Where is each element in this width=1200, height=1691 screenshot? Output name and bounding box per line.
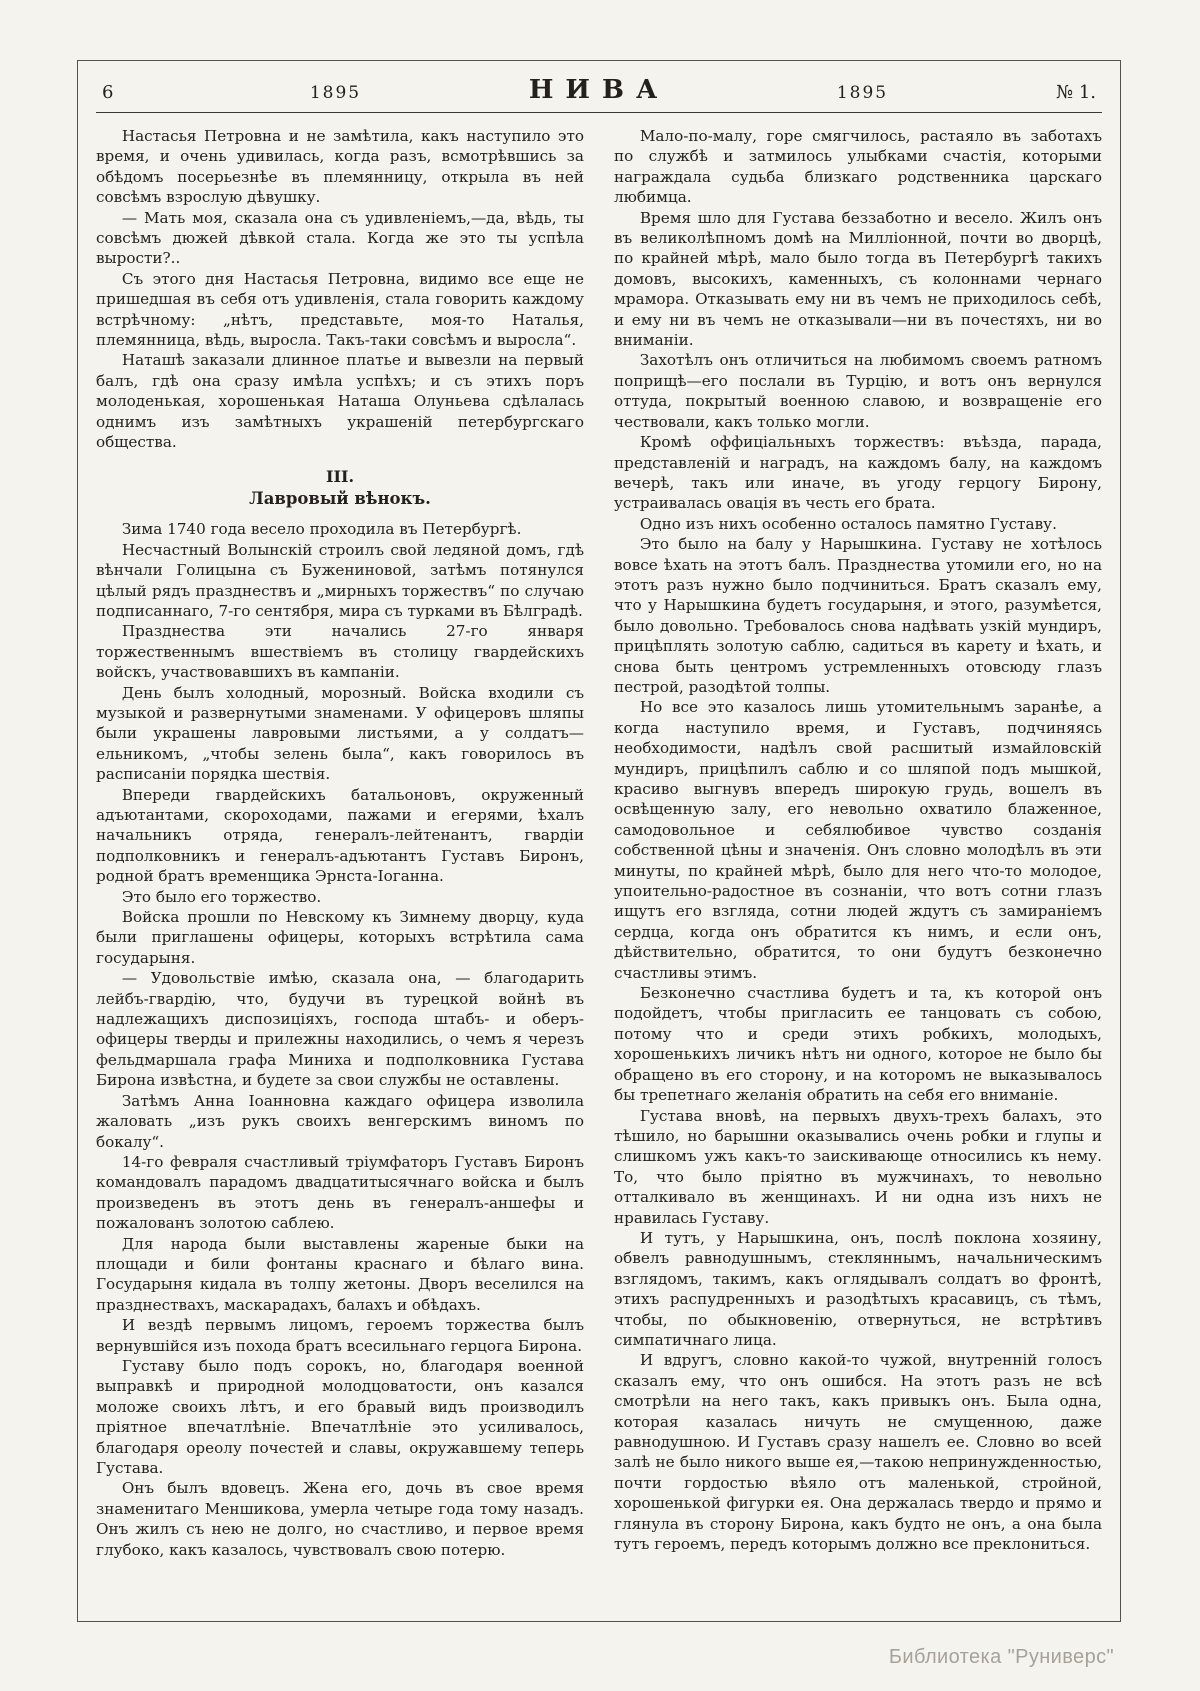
paragraph: Это было на балу у Нарышкина. Густаву не хотѣлось вовсе ѣхать на этотъ балъ. Празднества утомили его, но на этотъ разъ нужно было подчиниться. Братъ сказалъ ему, что у Нарышкина будетъ государыня, и этого, разумѣется, было довольно. Требовалось снова надѣвать узкій мундиръ, прицѣплять золотую саблю, садиться въ карету и ѣхать, и снова быть центромъ устремленныхъ отовсюду глазъ пестрой, разодѣтой толпы.	[614, 535, 1102, 696]
paragraph: И вездѣ первымъ лицомъ, героемъ торжества былъ вернувшійся изъ похода братъ всесильнаго герцога Бирона.	[96, 1316, 584, 1355]
paragraph: Но все это казалось лишь утомительнымъ заранѣе, а когда наступило время, и Густавъ, подчиняясь необходимости, надѣлъ свой расшитый измайловскій мундиръ, прицѣпилъ саблю и со шляпой подъ мышкой, красиво выгнувъ впередъ широкую грудь, вошелъ въ освѣщенную залу, его невольно охватило блаженное, самодовольное и себялюбивое чувство созданія собственной цѣны и значенія. Онъ словно молодѣлъ въ эти минуты, по крайней мѣрѣ, было для него что-то молодое, упоительно-радостное въ сознаніи, что вотъ сотни глазъ ищутъ его взгляда, сотни людей ждутъ съ замираніемъ сердца, когда онъ обратится къ нимъ, и если онъ, дѣйствительно, обратится, то они будутъ безконечно счастливы этимъ.	[614, 698, 1102, 982]
page-number: 6	[102, 82, 114, 103]
year-left: 1895	[309, 83, 362, 103]
paragraph: Захотѣлъ онъ отличиться на любимомъ своемъ ратномъ поприщѣ—его послали въ Турцію, и вотъ онъ вернулся оттуда, покрытый военною славою, и возвращеніе его чествовали, какъ только могли.	[614, 351, 1102, 431]
paragraph: Мало-по-малу, горе смягчилось, растаяло въ заботахъ по службѣ и затмилось улыбками счастія, которыми награждала судьба близкаго родственника царскаго любимца.	[614, 127, 1102, 207]
paragraph: Затѣмъ Анна Іоанновна каждаго офицера изволила жаловать „изъ рукъ своихъ венгерскимъ виномъ по бокалу“.	[96, 1091, 584, 1151]
masthead-title: НИВА	[528, 75, 670, 105]
paragraph: И тутъ, у Нарышкина, онъ, послѣ поклона хозяину, обвелъ равнодушнымъ, стекляннымъ, начальническимъ взглядомъ, такимъ, какъ оглядывалъ солдатъ во фронтѣ, этихъ распудренныхъ и разодѣтыхъ красавицъ, съ тѣмъ, чтобы, по обыкновенію, отвернуться, не встрѣтивъ симпатичнаго лица.	[614, 1228, 1102, 1349]
paragraph: Для народа были выставлены жареные быки на площади и били фонтаны краснаго и бѣлаго вина. Государыня кидала въ толпу жетоны. Дворъ веселился на празднествахъ, маскарадахъ, балахъ и обѣдахъ.	[96, 1234, 584, 1314]
paragraph: Безконечно счастлива будетъ и та, къ которой онъ подойдетъ, чтобы пригласить ее танцовать съ собою, потому что и среди этихъ робкихъ, молодыхъ, хорошенькихъ личикъ нѣтъ ни одного, которое не было бы обращено въ его сторону, и на которомъ не выказывалось бы трепетнаго желанія обратить на себя его вниманіе.	[614, 984, 1102, 1105]
paragraph: Настасья Петровна и не замѣтила, какъ наступило это время, и очень удивилась, когда разъ, всмотрѣвшись за обѣдомъ посерьезнѣе въ племянницу, открыла въ ней совсѣмъ взрослую дѣвушку.	[96, 127, 584, 207]
paragraph: Празднества эти начались 27-го января торжественнымъ вшествіемъ въ столицу гвардейскихъ войскъ, участвовавшихъ въ кампаніи.	[96, 622, 584, 682]
right-column	[614, 126, 1102, 1560]
paragraph: И вдругъ, словно какой-то чужой, внутренній голосъ сказалъ ему, что онъ ошибся. На этотъ разъ не всѣ смотрѣли на него такъ, какъ привыкъ онъ. Была одна, которая казалась ничуть не смущенною, даже равнодушною. И Густавъ сразу нашелъ ее. Словно во всей залѣ не было никого выше ея,—такою непринужденностью, почти гордостью вѣяло отъ маленькой, стройной, хорошенькой фигурки ея. Она держалась твердо и прямо и глянула въ сторону Бирона, какъ будто не онъ, а она была тутъ героемъ, передъ которымъ должно все преклониться.	[614, 1351, 1102, 1554]
paragraph: День былъ холодный, морозный. Войска входили съ музыкой и развернутыми знаменами. У офицеровъ шляпы были украшены лавровыми листьями, а у солдатъ—ельникомъ, „чтобы зелень была“, какъ говорилось въ расписаніи порядка шествія.	[96, 683, 584, 784]
year-right: 1895	[836, 83, 889, 103]
paragraph: — Удовольствіе имѣю, сказала она, — благодарить лейбъ-гвардію, что, будучи въ турецкой войнѣ въ надлежащихъ диспозиціяхъ, господа штабъ- и оберъ-офицеры тверды и прилежны находились, о чемъ я черезъ фельдмаршала графа Миниха и подполковника Густава Бирона извѣстна, и будете за свои службы не оставлены.	[96, 969, 584, 1090]
paragraph: Густава вновѣ, на первыхъ двухъ-трехъ балахъ, это тѣшило, но барышни оказывались очень робки и глупы и слишкомъ ужъ какъ-то заискивающе относились къ нему. То, что было пріятно въ мужчинахъ, то невольно отталкивало въ женщинахъ. И ни одна изъ нихъ не нравилась Густаву.	[614, 1106, 1102, 1227]
issue-number: № 1.	[1056, 82, 1096, 103]
left-column	[96, 126, 584, 1560]
paragraph: Одно изъ нихъ особенно осталось памятно Густаву.	[639, 514, 1057, 533]
paragraph: Впереди гвардейскихъ батальоновъ, окруженный адъютантами, скороходами, пажами и егерями, ѣхалъ начальникъ отряда, генералъ-лейтенантъ, гвардіи подполковникъ и генералъ-адъютантъ Густавъ Биронъ, родной братъ временщика Эрнста-Іоганна.	[96, 785, 584, 886]
paragraph: Это было его торжество.	[121, 887, 322, 906]
paragraph: Несчастный Волынскій строилъ свой ледяной домъ, гдѣ вѣнчали Голицына съ Бужениновой, затѣмъ потянулся цѣлый рядъ празднествъ и „мирныхъ торжествъ“ по случаю подписаннаго, 7-го сентября, мира съ турками въ Бѣлградѣ.	[96, 540, 584, 620]
chapter-number: III.	[325, 466, 355, 486]
page-frame	[77, 60, 1121, 1622]
page-header	[96, 69, 1102, 113]
paragraph: — Мать моя, сказала она съ удивленіемъ,—да, вѣдь, ты совсѣмъ дюжей дѣвкой стала. Когда же это ты успѣла вырости?..	[96, 208, 584, 268]
paragraph: Время шло для Густава беззаботно и весело. Жилъ онъ въ великолѣпномъ домѣ на Милліонной, почти во дворцѣ, по крайней мѣрѣ, мало было тогда въ Петербургѣ такихъ домовъ, высокихъ, каменныхъ, съ колоннами чернаго мрамора. Отказывать ему ни въ чемъ не приходилось себѣ, и ему ни въ чемъ не отказывали—ни въ почестяхъ, ни во вниманіи.	[614, 208, 1102, 350]
text-columns	[96, 126, 1102, 1560]
paragraph: Войска прошли по Невскому къ Зимнему дворцу, куда были приглашены офицеры, которыхъ встрѣтила сама государыня.	[96, 908, 584, 967]
library-watermark: Библиотека "Руниверс"	[888, 1646, 1114, 1668]
paragraph: Зима 1740 года весело проходила въ Петербургѣ.	[121, 520, 522, 539]
paragraph: Густаву было подъ сорокъ, но, благодаря военной выправкѣ и природной молодцоватости, онъ казался моложе своихъ лѣтъ, и его бравый видъ производилъ пріятное впечатлѣніе. Впечатлѣніе это усиливалось, благодаря ореолу почестей и славы, окружавшему теперь Густава.	[96, 1356, 584, 1477]
paragraph: Онъ былъ вдовецъ. Жена его, дочь въ свое время знаменитаго Меншикова, умерла четыре года тому назадъ. Онъ жилъ съ нею не долго, но счастливо, и первое время глубоко, какъ казалось, чувствовалъ свою потерю.	[96, 1479, 584, 1559]
chapter-title: Лавровый вѣнокъ.	[249, 488, 431, 508]
paragraph: Съ этого дня Настасья Петровна, видимо все еще не пришедшая въ себя отъ удивленія, стала говорить каждому встрѣчному: „нѣтъ, представьте, моя-то Наталья, племянница, вѣдь, выросла. Такъ-таки совсѣмъ и выросла“.	[96, 269, 584, 350]
paragraph: Кромѣ оффиціальныхъ торжествъ: въѣзда, парада, представленій и наградъ, на каждомъ балу, на каждомъ вечерѣ, такъ или иначе, въ угоду герцогу Бирону, устраивалась овація въ честь его брата.	[614, 433, 1102, 513]
paragraph: Наташѣ заказали длинное платье и вывезли на первый балъ, гдѣ она сразу имѣла успѣхъ; и съ этихъ поръ молоденькая, хорошенькая Наташа Олуньева сдѣлалась однимъ изъ замѣтныхъ украшеній петербургскаго общества.	[96, 351, 584, 452]
paragraph: 14-го февраля счастливый тріумфаторъ Густавъ Биронъ командовалъ парадомъ двадцатитысячнаго войска и былъ произведенъ въ этотъ день въ генералъ-аншефы и пожалованъ золотою саблею.	[96, 1152, 584, 1233]
